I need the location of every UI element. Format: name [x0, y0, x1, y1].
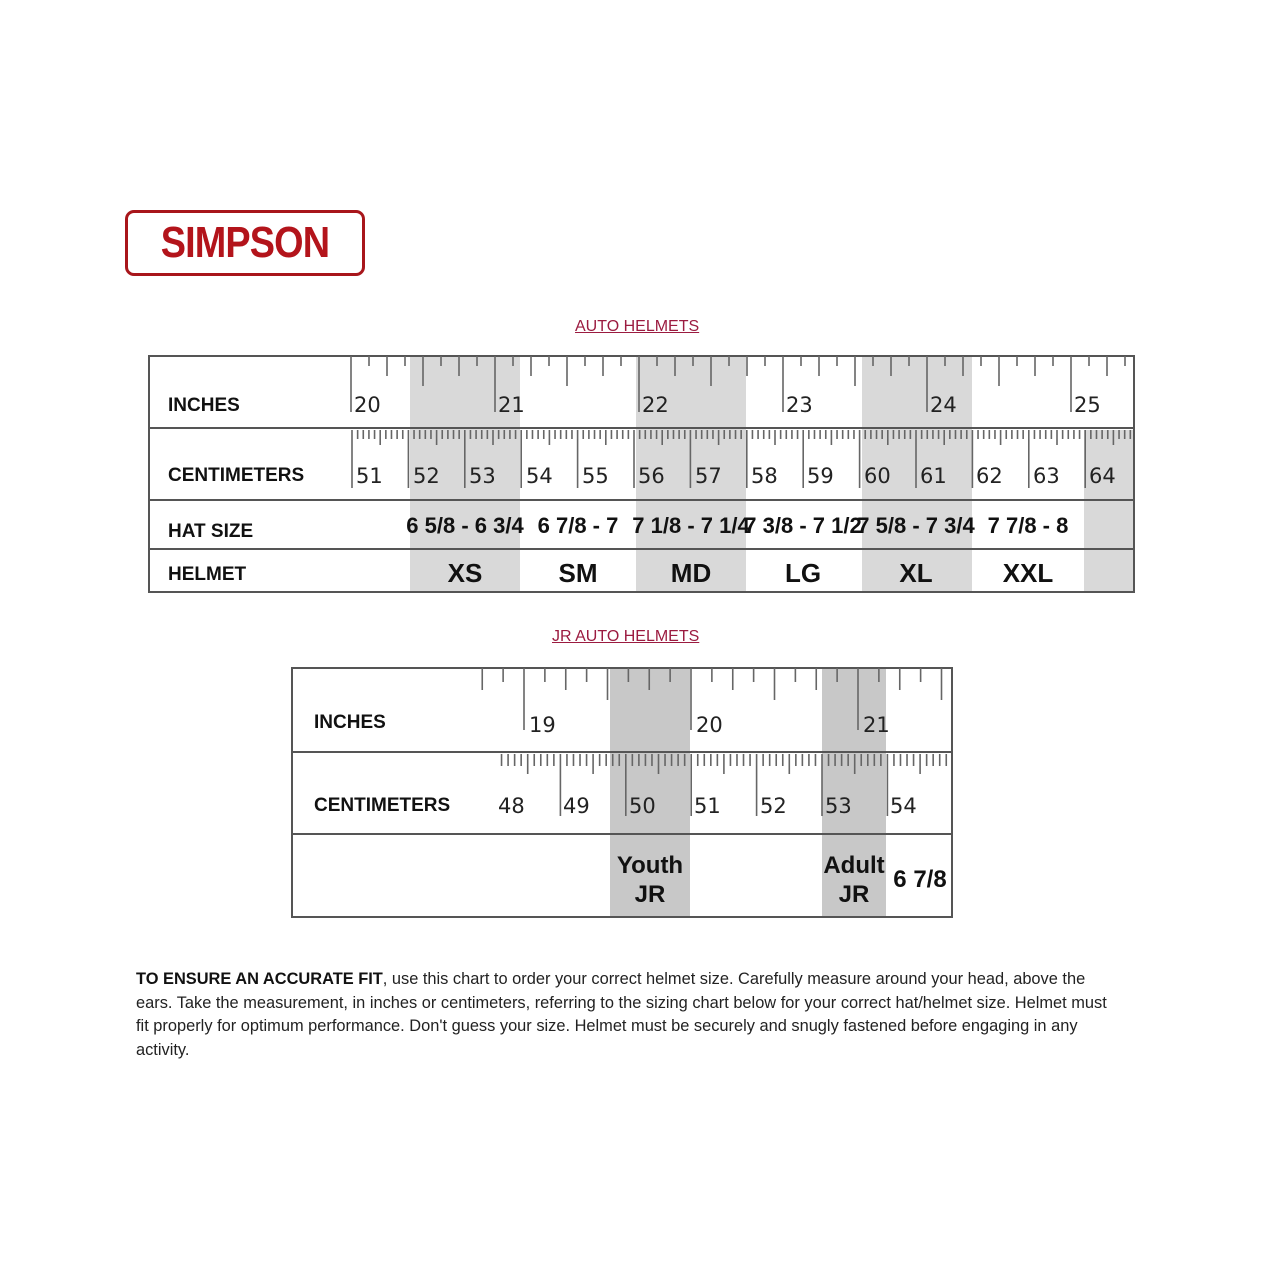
helmet-size-xxl: XXL: [1002, 558, 1054, 588]
cm-label: 51: [356, 464, 383, 488]
helmet-size-sm: SM: [558, 558, 598, 588]
inch-label: 23: [786, 393, 813, 417]
cm-label: 56: [638, 464, 665, 488]
cm-label: 58: [751, 464, 778, 488]
jr-inches-label: INCHES: [314, 712, 386, 733]
jr-hat-note: 6 7/8: [893, 866, 947, 893]
shade-youth: [610, 668, 690, 917]
auto-helmets-title: AUTO HELMETS: [575, 318, 700, 335]
youth-jr-line2: JR: [634, 881, 666, 908]
logo-text: SIMPSON: [160, 218, 330, 267]
jr-cm-label: 53: [825, 794, 852, 818]
jr-cm-label: 49: [563, 794, 590, 818]
auto-helmet-label: HELMET: [168, 564, 247, 585]
adult-jr-line2: JR: [838, 881, 870, 908]
auto-helmets-chart: [148, 354, 1138, 596]
cm-label: 63: [1033, 464, 1060, 488]
auto-hat-size-label: HAT SIZE: [168, 521, 254, 542]
auto-centimeters-label: CENTIMETERS: [168, 465, 305, 486]
auto-inches-label: INCHES: [168, 395, 240, 416]
cm-label: 61: [920, 464, 947, 488]
cm-label: 54: [526, 464, 553, 488]
jr-shading: [610, 668, 886, 917]
fit-instructions: [136, 968, 1121, 1062]
cm-label: 52: [413, 464, 440, 488]
jr-cm-label: 52: [760, 794, 787, 818]
jr-cm-label: 51: [694, 794, 721, 818]
cm-label: 60: [864, 464, 891, 488]
hat-size-xxl: 7 7/8 - 8: [987, 513, 1069, 538]
adult-jr-line1: Adult: [823, 852, 885, 879]
jr-centimeters-label: CENTIMETERS: [314, 795, 451, 816]
inch-label: 21: [498, 393, 525, 417]
instructions-lead: TO ENSURE AN ACCURATE FIT: [136, 970, 383, 988]
jr-inch-label: 20: [696, 713, 723, 737]
helmet-size-lg: LG: [784, 558, 822, 588]
cm-label: 62: [976, 464, 1003, 488]
cm-label: 59: [807, 464, 834, 488]
jr-auto-helmets-chart: [290, 666, 956, 921]
shade-adult: [822, 668, 886, 917]
jr-cm-label: 54: [890, 794, 917, 818]
jr-cm-label: 50: [629, 794, 656, 818]
hat-size-lg: 7 3/8 - 7 1/2: [744, 513, 862, 538]
cm-label: 55: [582, 464, 609, 488]
inch-label: 20: [354, 393, 381, 417]
cm-label: 64: [1089, 464, 1116, 488]
helmet-size-xl: XL: [899, 558, 933, 588]
jr-auto-helmets-title: JR AUTO HELMETS: [552, 628, 700, 645]
cm-label: 57: [695, 464, 722, 488]
jr-inch-label: 19: [529, 713, 556, 737]
hat-size-sm: 6 7/8 - 7: [537, 513, 619, 538]
inch-label: 25: [1074, 393, 1101, 417]
youth-jr-line1: Youth: [616, 852, 684, 879]
simpson-logo: [125, 210, 365, 276]
hat-size-xl: 7 5/8 - 7 3/4: [857, 513, 975, 538]
helmet-size-xs: XS: [447, 558, 483, 588]
jr-helmets-svg: [290, 666, 956, 921]
hat-size-md: 7 1/8 - 7 1/4: [632, 513, 750, 538]
jr-cm-label: 48: [498, 794, 525, 818]
helmet-size-md: MD: [670, 558, 712, 588]
inch-label: 22: [642, 393, 669, 417]
shade-end: [1084, 430, 1134, 592]
jr-inch-label: 21: [863, 713, 890, 737]
inch-label: 24: [930, 393, 957, 417]
auto-helmets-svg: [148, 354, 1138, 596]
instructions-body: , use this chart to order your correct helmet size. Carefully measure around your head, above the ears. Take the measurement, in inches or centimeters, referring to the sizing chart below for your correct hat/helmet size. Helmet must fit properly for optimum performance. Don't guess your size. Helmet must be securely and snugly fastened before engaging in any activity.: [136, 970, 1107, 1059]
hat-size-xs: 6 5/8 - 6 3/4: [406, 513, 524, 538]
cm-label: 53: [469, 464, 496, 488]
